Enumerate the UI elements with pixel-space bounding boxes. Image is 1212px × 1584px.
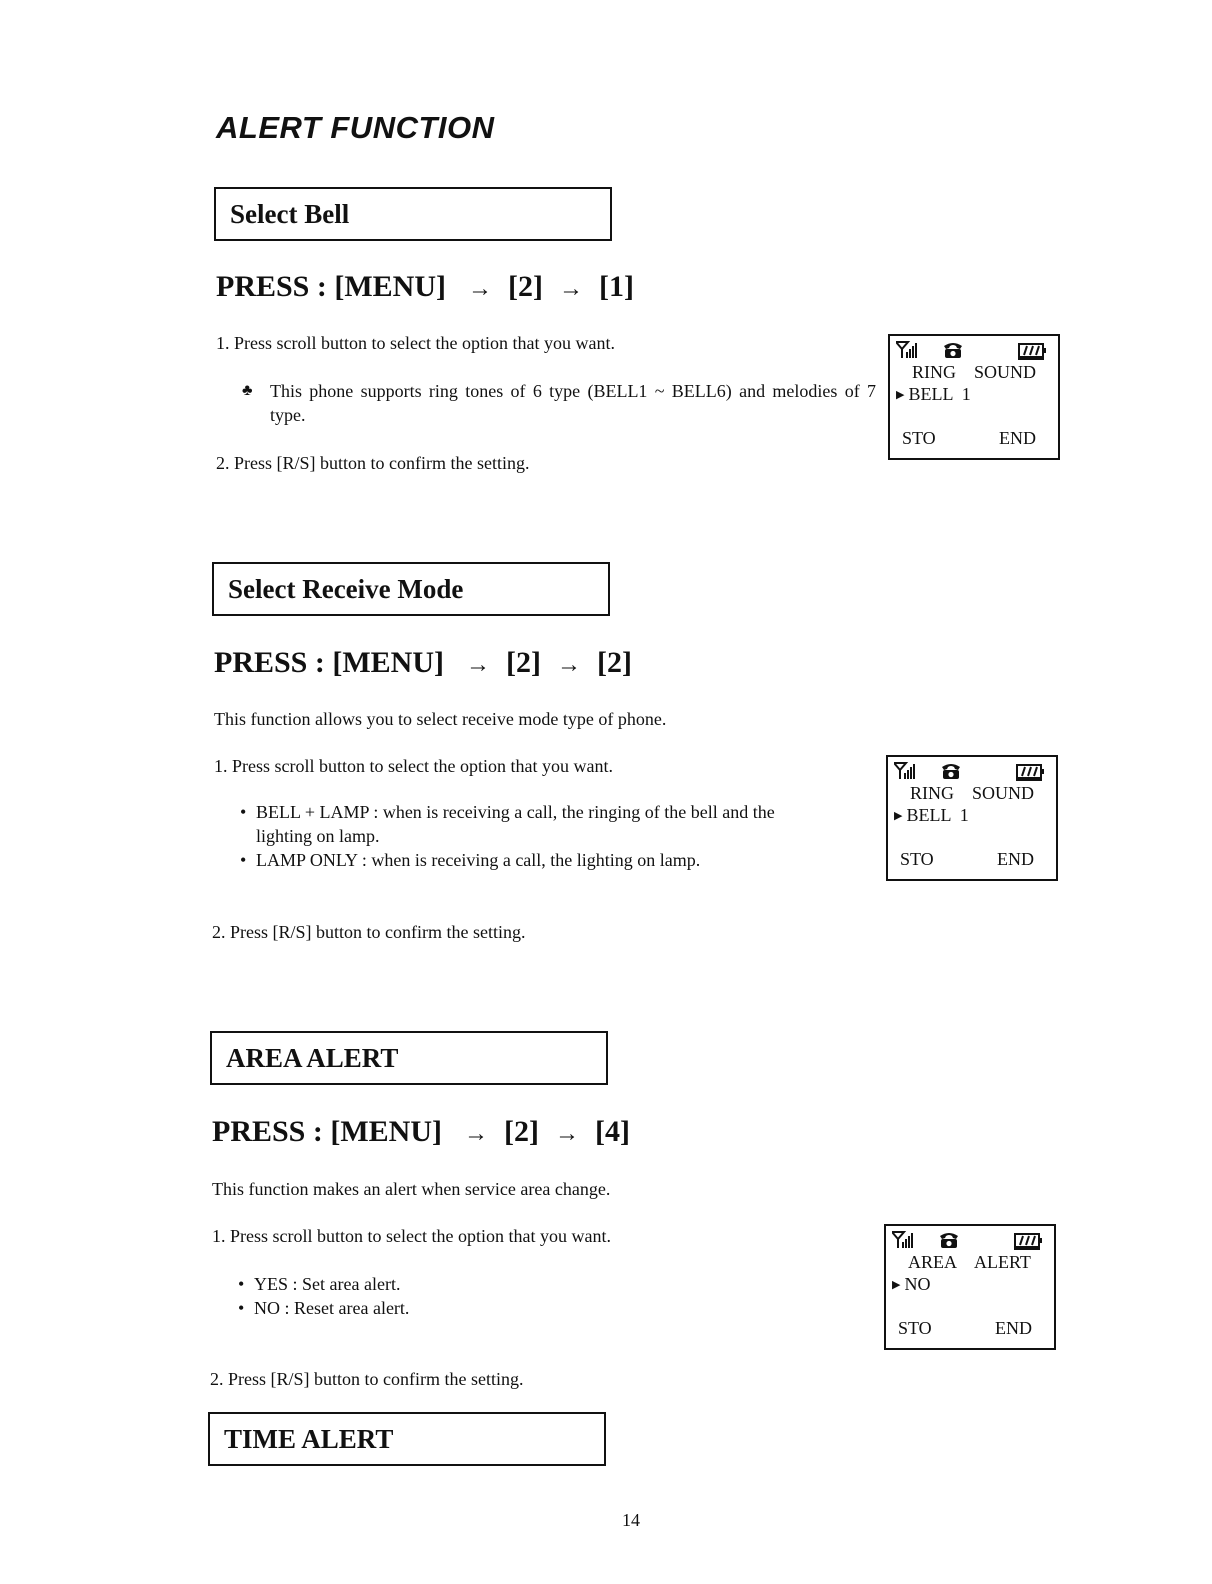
battery-icon xyxy=(1016,765,1044,780)
area-alert-step-2: 2. Press [R/S] button to confirm the setting. xyxy=(210,1369,524,1389)
bullet-icon: • xyxy=(238,1274,245,1294)
telephone-icon xyxy=(942,764,960,779)
key-2: [2] xyxy=(508,270,543,303)
press-label: PRESS : [MENU] xyxy=(214,646,444,679)
lcd-line-1a: AREA xyxy=(908,1252,957,1272)
pointer-icon: ▶ xyxy=(894,810,903,822)
lcd-selection: BELL 1 xyxy=(908,384,971,404)
time-alert-title-box xyxy=(208,1412,606,1466)
lcd-line-1a: RING xyxy=(912,362,956,382)
lcd-line-2 xyxy=(896,384,971,407)
press-label: PRESS : [MENU] xyxy=(216,270,446,303)
receive-mode-title: Select Receive Mode xyxy=(228,573,464,604)
receive-mode-step-2: 2. Press [R/S] button to confirm the setting. xyxy=(212,922,526,942)
lcd-selection: BELL 1 xyxy=(906,805,969,825)
lcd-display-ring-sound xyxy=(888,334,1060,460)
lcd-line-2 xyxy=(894,805,969,828)
area-alert-bullet-no xyxy=(238,1296,409,1320)
select-bell-title: Select Bell xyxy=(230,198,350,229)
lcd-line-1b: SOUND xyxy=(974,362,1037,382)
lcd-line-1a: RING xyxy=(910,783,954,803)
lcd-softkey-sto: STO xyxy=(900,849,934,869)
area-alert-title: AREA ALERT xyxy=(226,1042,399,1073)
select-bell-step-2: 2. Press [R/S] button to confirm the setting. xyxy=(216,453,530,473)
lcd-status-icons xyxy=(896,340,1046,360)
arrow-icon: → xyxy=(558,276,583,302)
receive-mode-key-sequence xyxy=(214,646,632,680)
signal-strength-icon xyxy=(894,763,915,779)
pointer-icon: ▶ xyxy=(896,389,905,401)
arrow-icon: → xyxy=(466,652,490,678)
key-4: [4] xyxy=(594,1115,630,1148)
select-bell-title-box xyxy=(214,187,612,241)
arrow-icon: → xyxy=(468,276,492,302)
select-bell-note: This phone supports ring tones of 6 type (BELL1 ~ BELL6) and melodies of 7 type. xyxy=(270,381,876,425)
arrow-icon: → xyxy=(556,652,581,678)
lcd-softkey-end: END xyxy=(999,428,1036,448)
lcd-selection: NO xyxy=(904,1274,931,1294)
lcd-line-1b: ALERT xyxy=(974,1252,1031,1272)
page-heading: ALERT FUNCTION xyxy=(216,110,495,145)
arrow-icon: → xyxy=(464,1121,488,1147)
area-alert-title-box xyxy=(210,1031,608,1085)
battery-icon xyxy=(1014,1234,1042,1249)
lcd-line-1b: SOUND xyxy=(972,783,1035,803)
arrow-icon: → xyxy=(554,1121,579,1147)
club-bullet-icon: ♣ xyxy=(242,382,253,399)
lcd-status-icons xyxy=(892,1230,1042,1250)
key-2: [2] xyxy=(506,646,541,679)
lcd-line-2 xyxy=(892,1274,930,1297)
bullet-yes-text: YES : Set area alert. xyxy=(254,1274,401,1294)
bullet-2-text: LAMP ONLY : when is receiving a call, the lighting on lamp. xyxy=(256,850,701,870)
select-bell-key-sequence xyxy=(216,270,634,304)
lcd-display-area-alert xyxy=(884,1224,1056,1350)
area-alert-key-sequence xyxy=(212,1115,630,1149)
receive-mode-bullet-1 xyxy=(240,800,775,824)
telephone-icon xyxy=(940,1233,958,1248)
key-2b: [2] xyxy=(596,646,632,679)
signal-strength-icon xyxy=(892,1232,913,1248)
battery-icon xyxy=(1018,344,1046,359)
bullet-no-text: NO : Reset area alert. xyxy=(254,1298,410,1318)
receive-mode-intro: This function allows you to select receive mode type of phone. xyxy=(214,709,667,729)
receive-mode-bullet-2 xyxy=(240,848,700,872)
key-1: [1] xyxy=(598,270,634,303)
bullet-icon: • xyxy=(240,850,247,870)
lcd-softkey-end: END xyxy=(997,849,1034,869)
signal-strength-icon xyxy=(896,342,917,358)
area-alert-bullet-yes xyxy=(238,1272,400,1296)
bullet-icon: • xyxy=(238,1298,245,1318)
key-2: [2] xyxy=(504,1115,539,1148)
page-number: 14 xyxy=(622,1510,640,1530)
lcd-softkey-sto: STO xyxy=(902,428,936,448)
area-alert-intro: This function makes an alert when service area change. xyxy=(212,1179,611,1199)
press-label: PRESS : [MENU] xyxy=(212,1115,442,1148)
pointer-icon: ▶ xyxy=(892,1279,901,1291)
select-bell-step-1: 1. Press scroll button to select the option that you want. xyxy=(216,333,615,353)
area-alert-step-1: 1. Press scroll button to select the option that you want. xyxy=(212,1226,611,1246)
receive-mode-step-1: 1. Press scroll button to select the option that you want. xyxy=(214,756,613,776)
receive-mode-bullet-1-cont: lighting on lamp. xyxy=(256,826,380,846)
bullet-icon: • xyxy=(240,802,247,822)
telephone-icon xyxy=(944,343,962,358)
lcd-softkey-end: END xyxy=(995,1318,1032,1338)
lcd-status-icons xyxy=(894,761,1044,781)
receive-mode-title-box xyxy=(212,562,610,616)
time-alert-title: TIME ALERT xyxy=(224,1423,394,1454)
bullet-1-line-1: BELL + LAMP : when is receiving a call, the ringing of the bell and the xyxy=(256,802,775,822)
lcd-display-receive-mode xyxy=(886,755,1058,881)
lcd-softkey-sto: STO xyxy=(898,1318,932,1338)
